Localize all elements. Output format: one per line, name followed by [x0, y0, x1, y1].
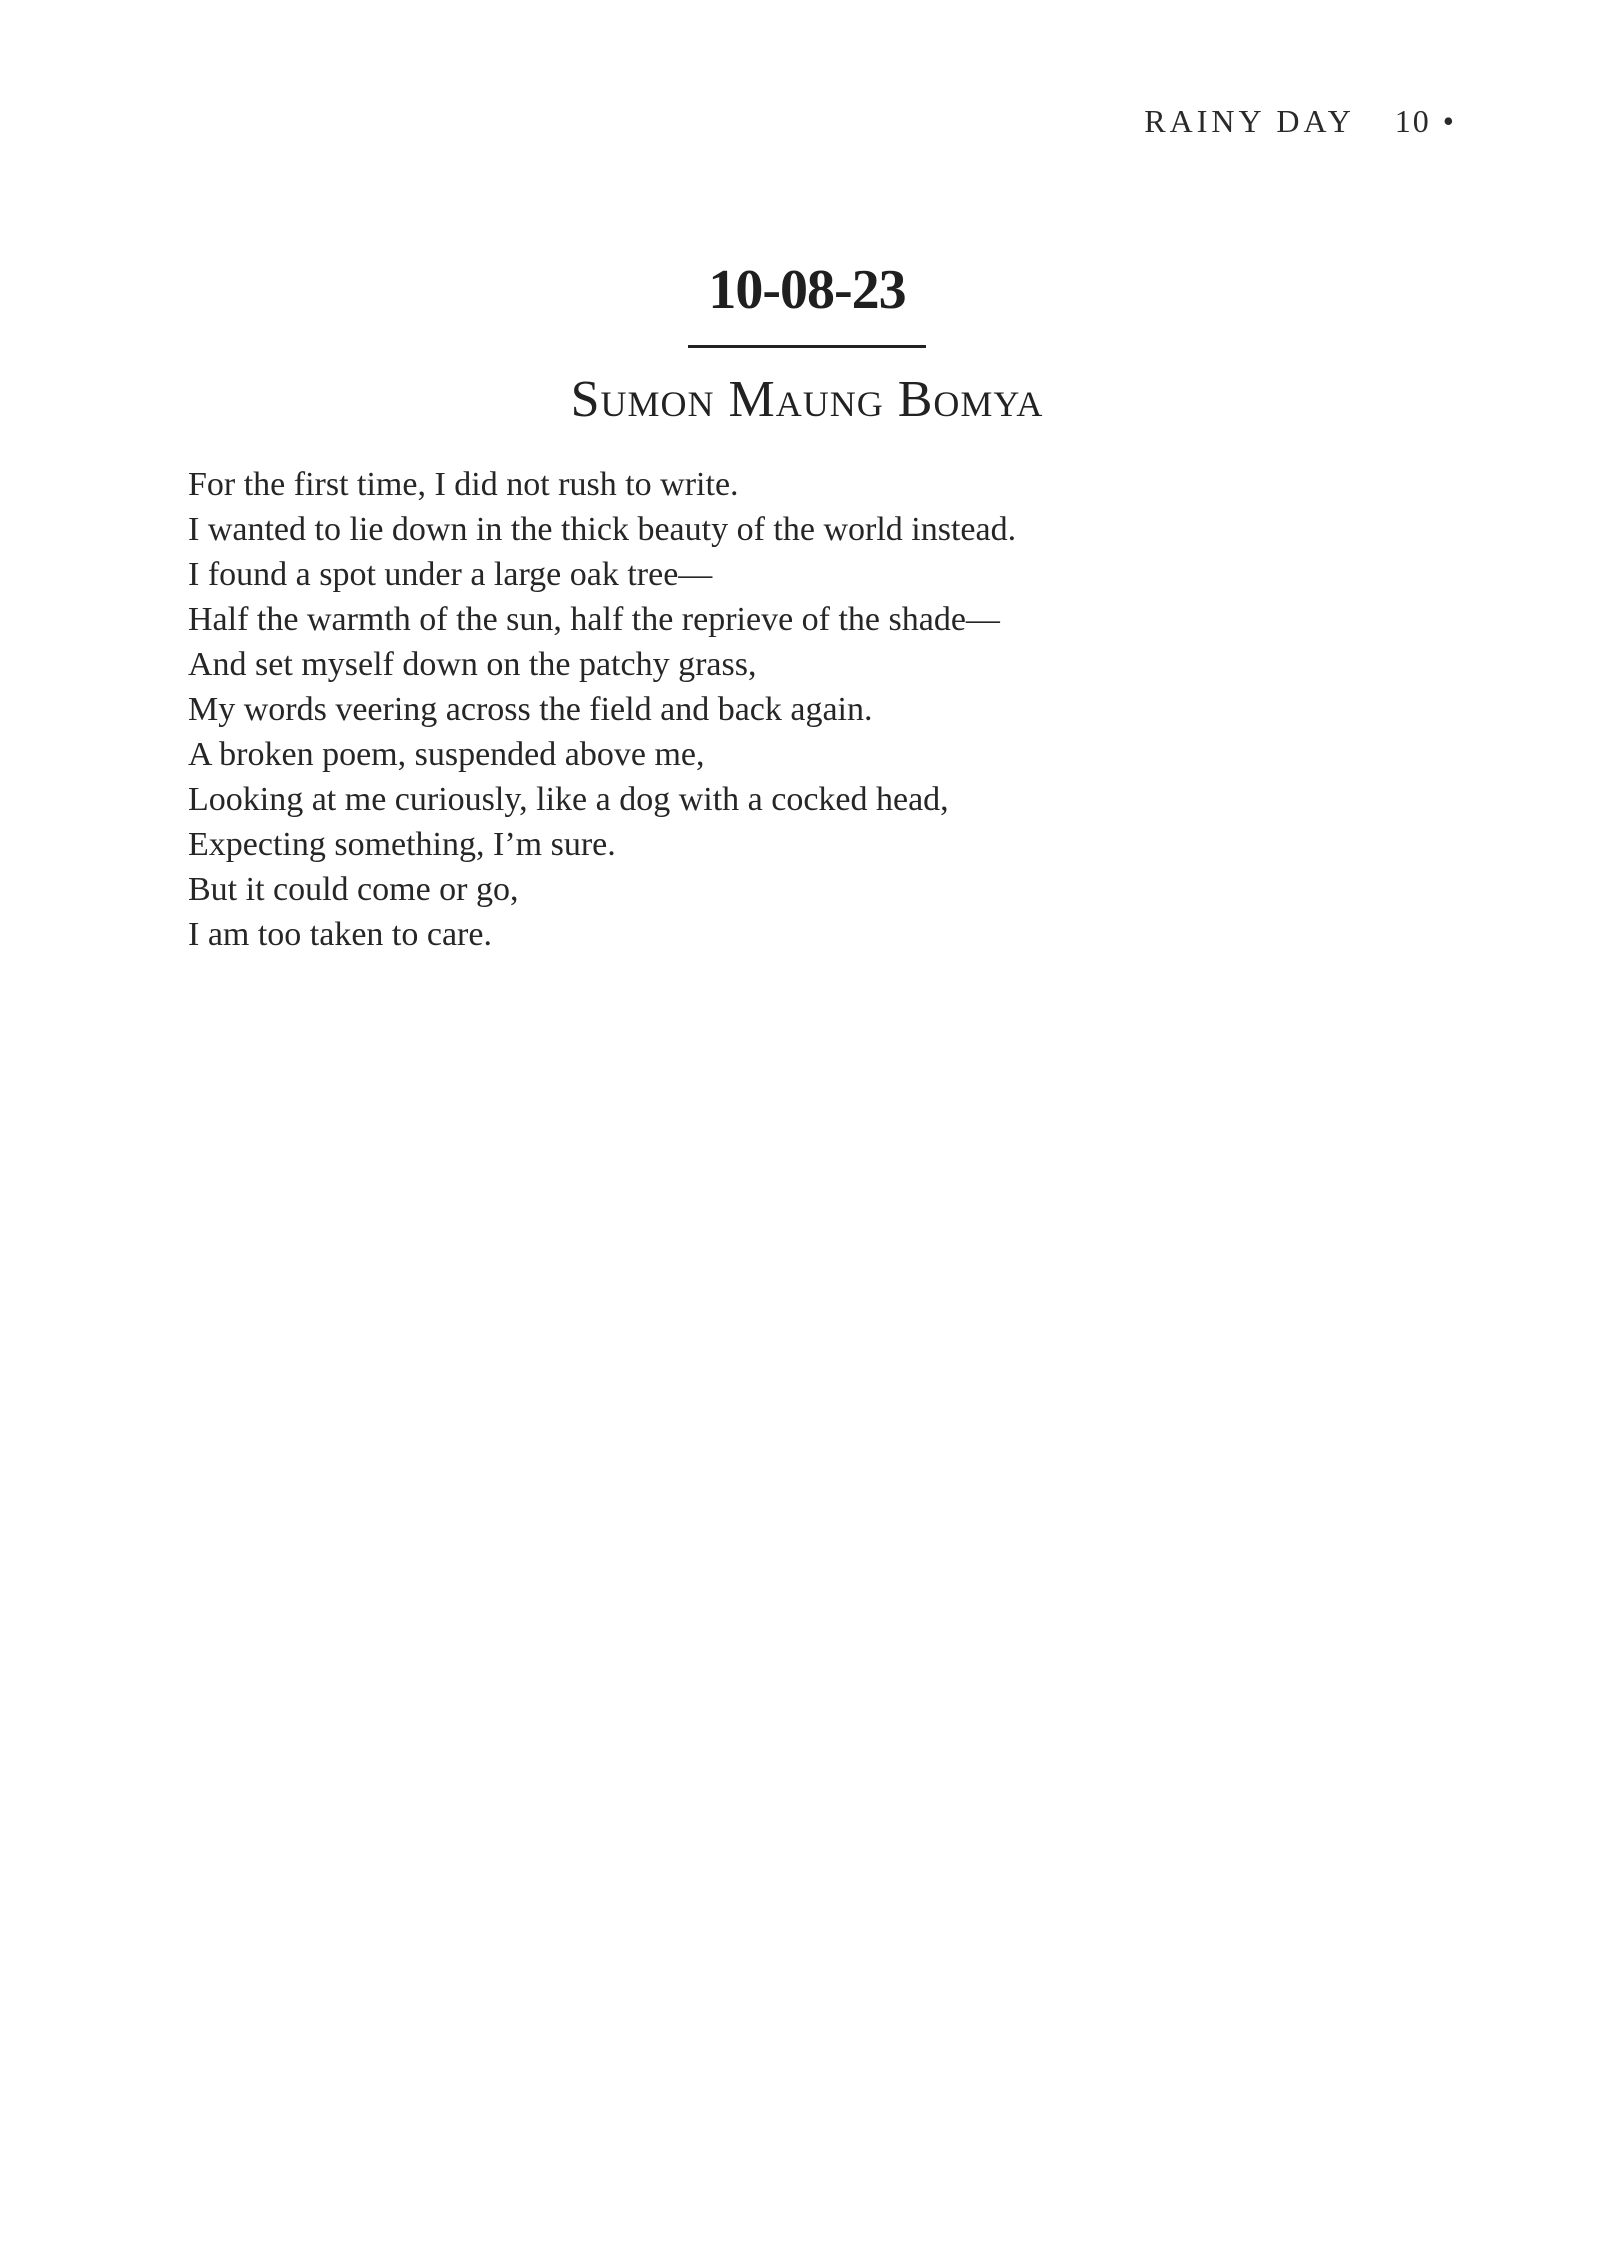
poem-line: For the first time, I did not rush to write. [188, 466, 739, 503]
poem-line: Half the warmth of the sun, half the reprieve of the shade— [188, 601, 1000, 638]
title-divider [688, 345, 926, 348]
page-number: 10 [1394, 103, 1431, 139]
header-bullet: • [1442, 103, 1454, 139]
running-header-title: RAINY DAY [1144, 103, 1355, 139]
poem-line: I found a spot under a large oak tree— [188, 556, 713, 593]
poem-line: I wanted to lie down in the thick beauty of the world instead. [188, 511, 1017, 548]
poem-title: 10-08-23 [708, 259, 906, 321]
poem-line: Looking at me curiously, like a dog with a cocked head, [188, 781, 949, 818]
poem-line: A broken poem, suspended above me, [188, 736, 705, 773]
poem-line: And set myself down on the patchy grass, [188, 646, 757, 683]
poem-line: But it could come or go, [188, 871, 519, 908]
running-header [1144, 103, 1454, 140]
poem-author: Sumon Maung Bomya [570, 371, 1044, 428]
poem-line: Expecting something, I’m sure. [188, 826, 616, 863]
poem-line: My words veering across the field and back again. [188, 691, 873, 728]
poem-line: I am too taken to care. [188, 916, 492, 953]
poem-body [188, 462, 1388, 957]
